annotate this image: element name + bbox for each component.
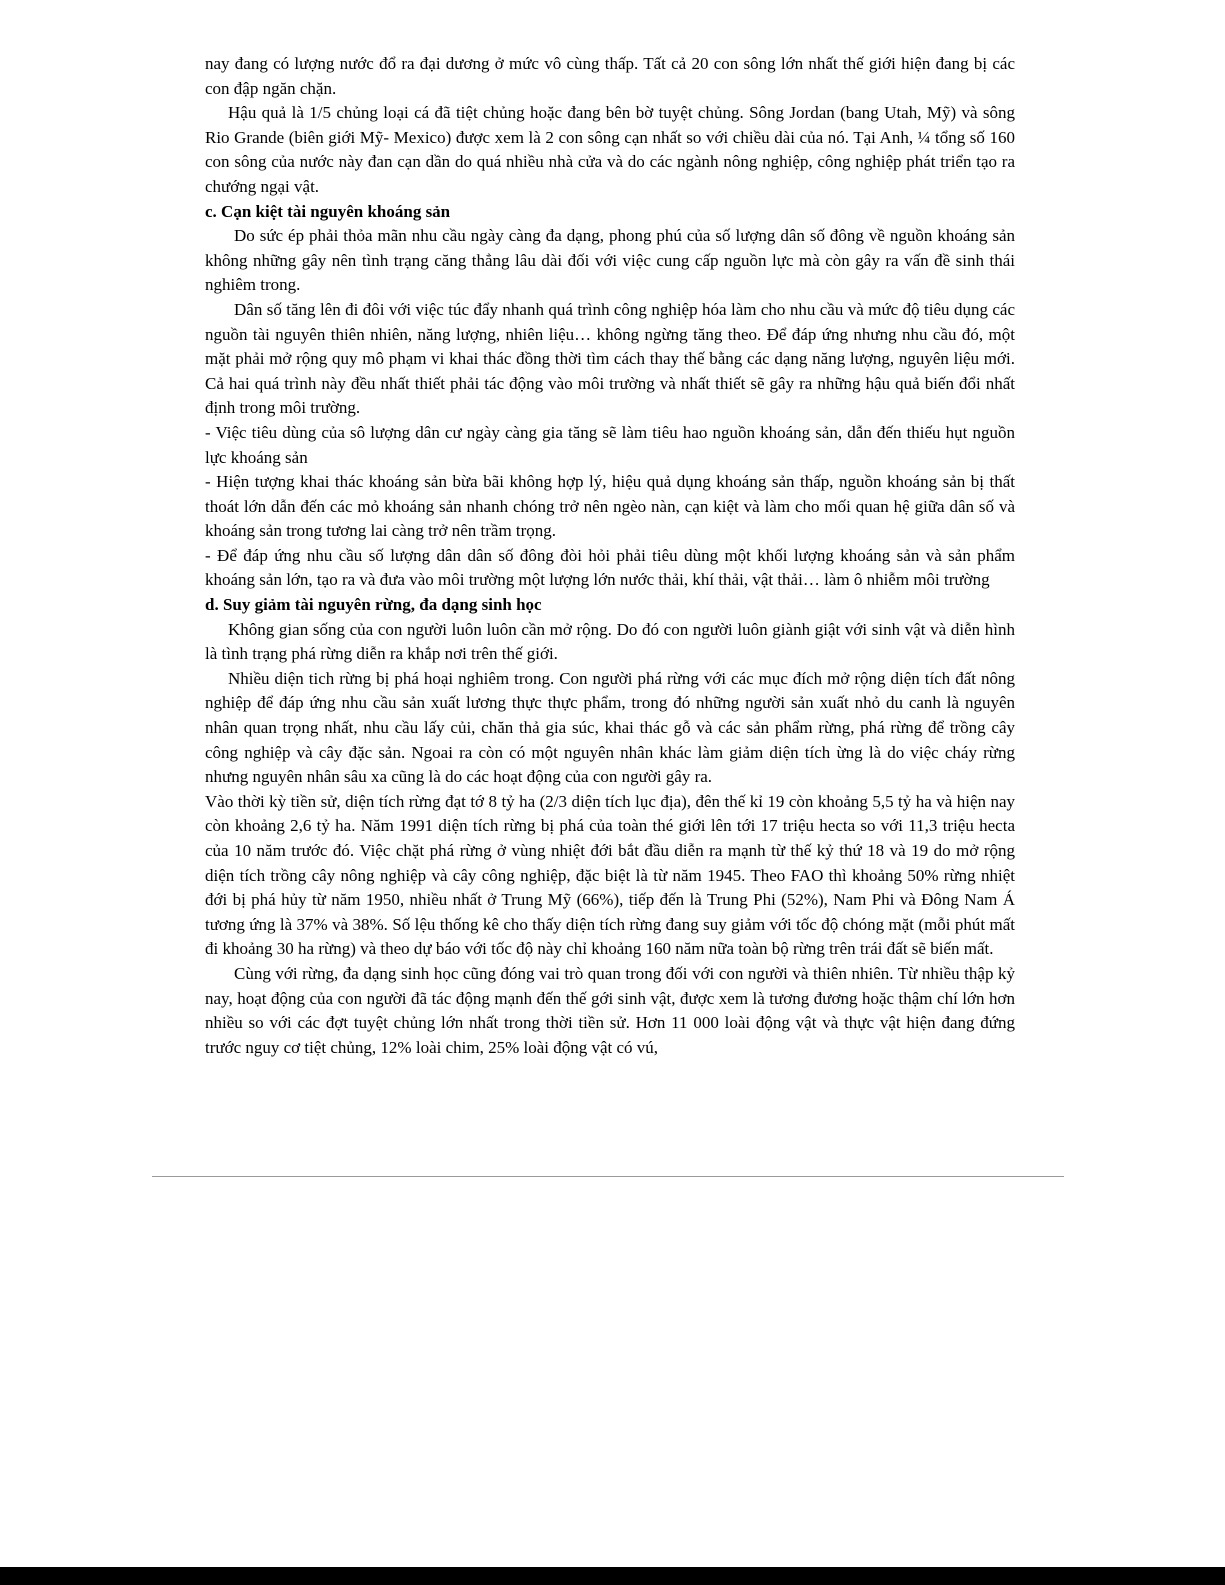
paragraph-biodiversity: Cùng với rừng, đa dạng sinh học cũng đóng vai trò quan trong đối với con người và thiên nhiên. Từ nhiều thập kỷ nay, hoạt động của con người đã tác động mạnh đến thế gới sinh vật, được xem là tương đương hoặc thậm chí lớn hơn nhiều so với các đợt tuyệt chủng lớn nhất trong thời tiền sử. Hơn 11 000 loài động vật và thực vật hiện đang đứng trước nguy cơ tiệt chủng, 12% loài chim, 25% loài động vật có vú, <box>205 963 1015 1057</box>
paragraph-forest-statistics: Vào thời kỳ tiền sử, diện tích rừng đạt tớ 8 tỷ ha (2/3 diện tích lục địa), đên thế kỉ 19 còn khoảng 5,5 tỷ ha và hiện nay còn khoảng 2,6 tỷ ha. Năm 1991 diện tích rừng bị phá của toàn thé giới lên tới 17 triệu hecta so với 11,3 triệu hecta của 10 năm trước đó. Việc chặt phá rừng ở vùng nhiệt đới bắt đầu diễn ra mạnh từ thế kỷ thứ 18 và 19 do mở rộng diện tích trồng cây nông nghiệp và cây công nghiệp, đặc biệt là từ năm 1945. Theo FAO thì khoảng 50% rừng nhiệt đới bị phá hủy từ năm 1950, nhiều nhất ở Trung Mỹ (66%), tiếp đến là Trung Phi (52%), Nam Phi và Đông Nam Á tương ứng là 37% và 38%. Số lệu thống kê cho thấy diện tích rừng đang suy giảm với tốc độ chóng mặt (mỗi phút mất đi khoảng 30 ha rừng) và theo dự báo với tốc độ này chỉ khoảng 160 năm nữa toàn bộ rừng trên trái đất sẽ biến mất. <box>205 791 1015 959</box>
page-break-divider <box>152 1176 1064 1177</box>
section-heading-minerals: c. Cạn kiệt tài nguyên khoáng sản <box>205 201 451 221</box>
bullet-mineral-consumption: - Việc tiêu dùng của sô lượng dân cư ngày càng gia tăng sẽ làm tiêu hao nguồn khoáng sản, dẫn đến thiếu hụt nguồn lực khoáng sản <box>205 422 1015 467</box>
paragraph-living-space: Không gian sống của con người luôn luôn cần mở rộng. Do đó con người luôn giành giật với sinh vật và diễn hình là tình trạng phá rừng diễn ra khắp nơi trên thế giới. <box>205 619 1015 664</box>
paragraph-population-industrialization: Dân số tăng lên đi đôi với việc túc đẩy nhanh quá trình công nghiệp hóa làm cho nhu cầu và mức độ tiêu dụng các nguồn tài nguyên thiên nhiên, năng lượng, nhiên liệu… không ngừng tăng theo. Để đáp ứng nhưng nhu cầu đó, một mặt phải mở rộng quy mô phạm vi khai thác đồng thời tìm cách thay thế bằng các dạng năng lượng, nguyên liệu mới. Cả hai quá trình này đều nhất thiết phải tác động vào môi trường và nhất thiết sẽ gây ra những hậu quả biến đổi nhất định trong môi trường. <box>205 299 1015 418</box>
paragraph-deforestation-causes: Nhiều diện tich rừng bị phá hoại nghiêm trong. Con người phá rừng với các mục đích mở rộng diện tích đất nông nghiệp để đáp ứng nhu cầu sản xuất lương thực thực phẩm, trong đó những người sản xuất nhỏ du canh là nguyên nhân quan trọng nhất, nhu cầu lấy củi, chăn thả gia súc, khai thác gỗ và các sản phẩm rừng, phá rừng để trồng cây công nghiệp và cây đặc sản. Ngoai ra còn có một nguyên nhân khác làm giảm diện tích ừng là do việc cháy rừng nhưng nguyên nhân sâu xa cũng là do các hoạt động của con người gây ra. <box>205 668 1015 787</box>
bullet-mineral-pollution: - Để đáp ứng nhu cầu số lượng dân dân số đông đòi hỏi phải tiêu dùng một khối lượng khoáng sản và sản phẩm khoáng sản lớn, tạo ra và đưa vào môi trường một lượng lớn nước thải, khí thải, vật thải… làm ô nhiễm môi trường <box>205 545 1015 590</box>
bullet-mineral-exploitation: - Hiện tượng khai thác khoáng sản bừa bãi không hợp lý, hiệu quả dụng khoáng sản thấp, nguồn khoáng sản bị thất thoát lớn dẫn đến các mỏ khoáng sản nhanh chóng trở nên ngèo nàn, cạn kiệt và làm cho mối quan hệ giữa dân số và khoáng sản trong tương lai càng trở nên trầm trọng. <box>205 472 1015 541</box>
document-body <box>205 52 1015 1060</box>
paragraph-mineral-pressure: Do sức ép phải thỏa mãn nhu cầu ngày càng đa dạng, phong phú của số lượng dân số đông về nguồn khoáng sản không những gây nên tình trạng căng thẳng lâu dài đối với việc cung cấp nguồn lực mà còn gây ra vấn đề sinh thái nghiêm trong. <box>205 226 1015 295</box>
paragraph-river-consequences: Hậu quả là 1/5 chủng loại cá đã tiệt chủng hoặc đang bên bờ tuyệt chủng. Sông Jordan (bang Utah, Mỹ) và sông Rio Grande (biên giới Mỹ- Mexico) được xem là 2 con sông cạn nhất so với chiều dài của nó. Tại Anh, ¼ tổng số 160 con sông của nước này đan cạn dần do quá nhiều nhà cửa và do các ngành nông nghiệp, công nghiệp phát triển tạo ra chướng ngại vật. <box>205 103 1015 196</box>
paragraph-rivers-dams: nay đang có lượng nước đổ ra đại dương ở mức vô cùng thấp. Tất cả 20 con sông lớn nhất thế giới hiện đang bị các con đập ngăn chặn. <box>205 54 1015 98</box>
section-heading-forests: d. Suy giảm tài nguyên rừng, đa dạng sinh học <box>205 595 542 615</box>
bottom-edge-bar <box>0 1567 1225 1585</box>
